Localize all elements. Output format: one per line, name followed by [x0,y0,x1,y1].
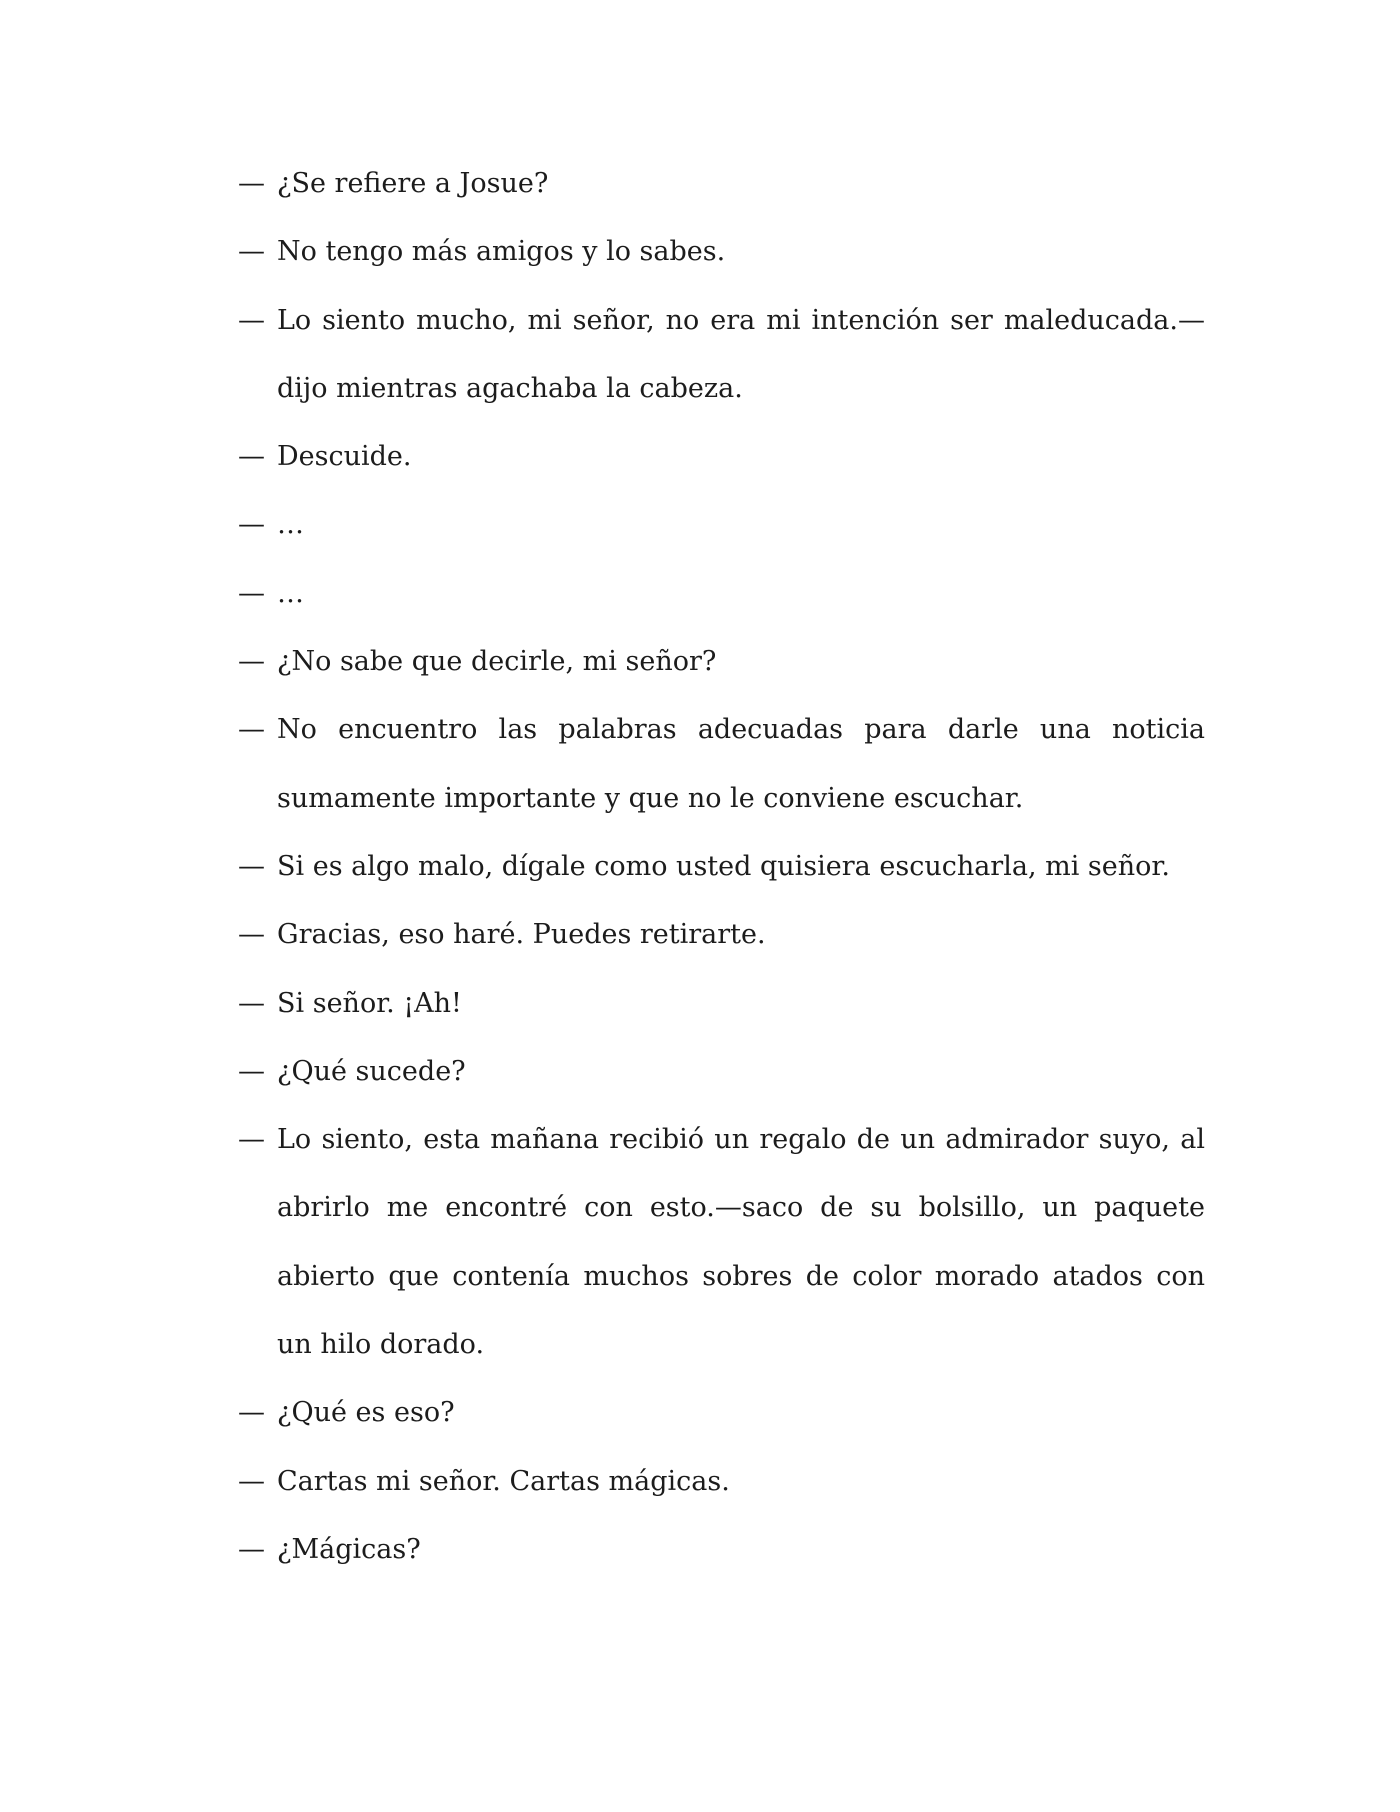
dialogue-dash: — [238,850,265,882]
dialogue-text: Cartas mi señor. Cartas mágicas. [277,1465,730,1497]
dialogue-text: Lo siento, esta mañana recibió un regalo de un admirador suyo, al abrirlo me encontré con esto.—saco de su bolsillo, un paquete abierto que contenía muchos sobres de color morado atados con un hilo dorado. [277,1124,1205,1361]
dialogue-text: Si señor. ¡Ah! [277,987,462,1019]
dialogue-line [235,150,1205,218]
dialogue-dash: — [238,1465,265,1497]
dialogue-dash: — [238,577,265,609]
dialogue-text: Gracias, eso haré. Puedes retirarte. [277,919,766,951]
dialogue-dash: — [238,236,265,268]
dialogue-line [235,970,1205,1038]
dialogue-dash: — [238,987,265,1019]
dialogue-line [235,287,1205,424]
dialogue-dash: — [238,1397,265,1429]
dialogue-text: ¿Qué sucede? [277,1055,466,1087]
dialogue-dash: — [238,509,265,541]
dialogue-line [235,1516,1205,1584]
dialogue-text: ¿Mágicas? [277,1533,421,1565]
dialogue-text: Descuide. [277,441,412,473]
dialogue-dash: — [238,646,265,678]
dialogue-dash: — [238,304,265,336]
dialogue-dash: — [238,714,265,746]
dialogue-line [235,218,1205,286]
dialogue-dash: — [238,919,265,951]
dialogue-line [235,833,1205,901]
dialogue-dash: — [238,1533,265,1565]
dialogue-text: … [277,509,304,541]
dialogue-dash: — [238,441,265,473]
dialogue-line [235,1106,1205,1379]
dialogue-text: ¿Qué es eso? [277,1397,455,1429]
dialogue-text: No tengo más amigos y lo sabes. [277,236,726,268]
dialogue-line [235,1379,1205,1447]
dialogue-line [235,628,1205,696]
dialogue-line [235,1448,1205,1516]
dialogue-list [235,150,1205,1584]
dialogue-line [235,560,1205,628]
dialogue-dash: — [238,168,265,199]
dialogue-text: ¿No sabe que decirle, mi señor? [277,646,717,678]
dialogue-dash: — [238,1055,265,1087]
dialogue-text: … [277,577,304,609]
dialogue-line [235,491,1205,559]
dialogue-text: Lo siento mucho, mi señor, no era mi intención ser maleducada.—dijo mientras agachaba la cabeza. [277,304,1205,404]
dialogue-line [235,901,1205,969]
dialogue-line [235,1038,1205,1106]
dialogue-text: Si es algo malo, dígale como usted quisiera escucharla, mi señor. [277,850,1170,882]
dialogue-line [235,696,1205,833]
dialogue-line [235,423,1205,491]
dialogue-dash: — [238,1124,265,1156]
dialogue-text: ¿Se refiere a Josue? [277,168,549,199]
dialogue-text: No encuentro las palabras adecuadas para darle una noticia sumamente importante y que no le conviene escuchar. [277,714,1205,814]
